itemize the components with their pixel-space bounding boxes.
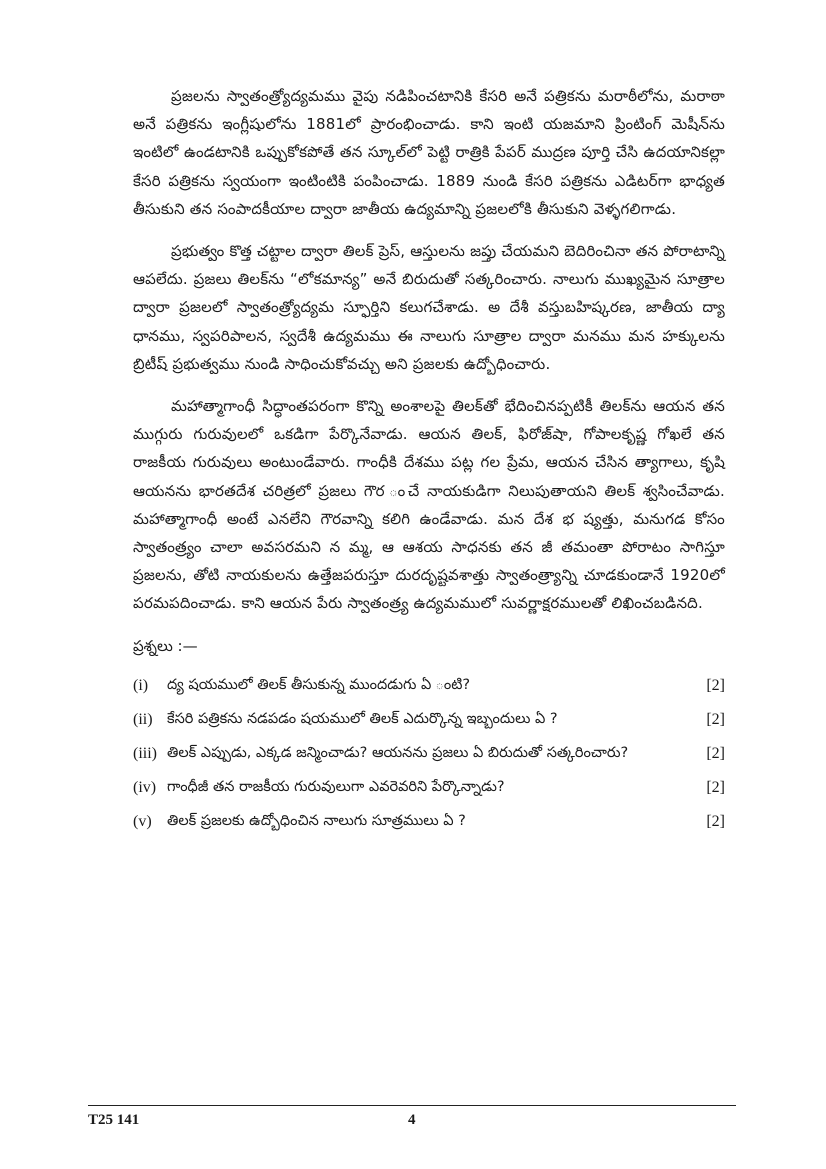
paragraph-kesari: ప్రజలను స్వాతంత్ర్యోద్యమము వైపు నడిపించటానికి కేసరి అనే పత్రికను మరాఠీలోను, మరాఠా అనే పత్రికను ఇంగ్లీషులోను 1881లో ప్రారంభించాడు. కాని ఇంటి యజమాని ప్రింటింగ్ మెషీన్‌ను ఇంటిలో ఉండటానికి ఒప్పుకోకపోతే తన స్కూల్‌లో పెట్టి రాత్రికి పేపర్ ముద్రణ పూర్తి చేసి ఉదయానికల్లా కేసరి పత్రికను స్వయంగా ఇంటింటికి పంపించాడు. 1889 నుండి కేసరి పత్రికను ఎడిటర్‌గా భాధ్యత తీసుకుని తన సంపాదకీయాల ద్వారా జాతీయ ఉద్యమాన్ని ప్రజలలోకి తీసుకుని వెళ్ళగలిగాడు. [133, 87, 725, 218]
question-text: ద్య షయములో తిలక్ తీసుకున్న ముందడుగు ఏ ంటి? [167, 676, 471, 693]
question-number: (iii) [133, 744, 157, 762]
question-number: (i) [133, 676, 149, 694]
paragraph-gandhi: మహాత్మాగాంధీ సిద్ధాంతపరంగా కొన్ని అంశాలపై తిలక్‌తో భేదించినప్పటికీ తిలక్‌ను ఆయన తన ముగ్గురు గురువులలో ఒకడిగా పేర్కొనేవాడు. ఆయన తిలక్, ఫిరోజ్‌షా, గోపాలకృష్ణ గోఖలే తన రాజకీయ గురువులు అంటుండేవారు. గాంధీకి దేశము పట్ల గల ప్రేమ, ఆయన చేసిన త్యాగాలు, కృషి ఆయనను భారతదేశ చరిత్రలో ప్రజలు గౌర ంచే నాయకుడిగా నిలుపుతాయని తిలక్ శ్వసించేవాడు. మహాత్మాగాంధీ అంటే ఎనలేని గౌరవాన్ని కలిగి ఉండేవాడు. మన దేశ భ ష్యత్తు, మనుగడ కోసం స్వాతంత్ర్యం చాలా అవసరమని న మ్మ, ఆ ఆశయ సాధనకు తన జీ తమంతా పోరాటం సాగిస్తూ ప్రజలను, తోటి నాయకులను ఉత్తేజపరుస్తూ దురదృష్టవశాత్తు స్వాతంత్ర్యాన్ని చూడకుండానే 1920లో పరమపదించాడు. కాని ఆయన పేరు స్వాతంత్ర్య ఉద్యమములో సువర్ణాక్షరములతో లిఖించబడినది. [133, 397, 725, 613]
question-item [133, 670, 725, 701]
paper-code: T25 141 [88, 1112, 140, 1128]
paragraph-lokmanya: ప్రభుత్వం కొత్త చట్టాల ద్వారా తిలక్ ప్రెస్, ఆస్తులను జప్తు చేయమని బెదిరించినా తన పోరాటాన్ని ఆపలేదు. ప్రజలు తిలక్‌ను “లోకమాన్య” అనే బిరుదుతో సత్కరించారు. నాలుగు ముఖ్యమైన సూత్రాల ద్వారా ప్రజలలో స్వాతంత్ర్యోద్యమ స్ఫూర్తిని కలుగచేశాడు. అ దేశీ వస్తుబహిష్కరణ, జాతీయ ద్యా ధానము, స్వపరిపాలన, స్వదేశీ ఉద్యమము ఈ నాలుగు సూత్రాల ద్వారా మనము మన హక్కులను బ్రిటీష్ ప్రభుత్వము నుండి సాధించుకోవచ్చు అని ప్రజలకు ఉద్బోధించారు. [133, 242, 725, 373]
question-item [133, 806, 725, 837]
question-item [133, 772, 725, 803]
question-item [133, 704, 725, 735]
questions-heading: ప్రశ్నలు :— [133, 636, 198, 655]
question-text: తిలక్ ఎప్పుడు, ఎక్కడ జన్మించాడు? ఆయనను ప్రజలు ఏ బిరుదుతో సత్కరించారు? [167, 744, 629, 761]
question-item [133, 738, 725, 769]
question-number: (v) [133, 812, 152, 830]
question-marks: [2] [706, 744, 725, 762]
question-text: గాంధీజీ తన రాజకీయ గురువులుగా ఎవరెవరిని పేర్కొన్నాడు? [167, 778, 505, 795]
question-marks: [2] [706, 710, 725, 728]
question-marks: [2] [706, 676, 725, 694]
page-content [133, 82, 725, 840]
question-number: (ii) [133, 710, 153, 728]
page-number: 4 [408, 1112, 416, 1128]
question-number: (iv) [133, 778, 157, 796]
footer-divider [88, 1105, 736, 1106]
question-text: తిలక్ ప్రజలకు ఉద్బోధించిన నాలుగు సూత్రములు ఏ ? [167, 812, 466, 829]
question-marks: [2] [706, 778, 725, 796]
question-marks: [2] [706, 812, 725, 830]
question-text: కేసరి పత్రికను నడపడం షయములో తిలక్ ఎదుర్కొన్న ఇబ్బందులు ఏ ? [167, 710, 558, 727]
